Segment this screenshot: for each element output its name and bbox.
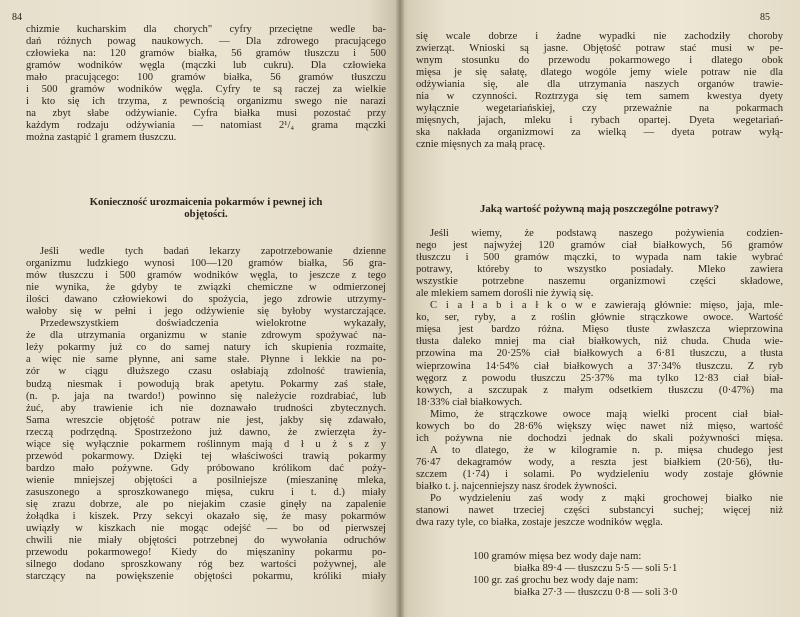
right-paragraph-2	[416, 228, 783, 529]
example-values: białka 27·3 — tłuszczu 0·8 — soli 3·0	[514, 587, 678, 599]
text-line: wnym stosunku do przewodu pokarmowego i dlatego obok	[416, 55, 783, 67]
text-line: mięsnych, jajach, mleku i rybach opartej. Dyeta wegetariań-	[416, 115, 783, 127]
text-line: Mimo, że strączkowe owoce mają wielki procent ciał biał-	[430, 408, 783, 420]
text-line: gramów wodników węgla (mączki lub cukru). Dla człowieka	[26, 60, 386, 72]
text-line: każdym rodzaju odżywiania — natomiast 2¹/₄ grama mączki	[26, 120, 386, 132]
example-values: białka 89·4 — tłuszczu 5·5 — soli 5·1	[514, 563, 678, 575]
heading-line: Jaką wartość pożywną mają poszczególne potrawy?	[479, 203, 719, 215]
text-line: przowina ma 20·25% ciał białkowych a 6·81 tłuszczu, a tłusta	[416, 348, 783, 360]
text-line: tłusta daleko mniej ma ciał białkowych, niż chuda. Chuda wie-	[416, 336, 783, 348]
text-line: stanowi nawet trzeciej części substancyi suchej; więcej niż	[416, 505, 783, 517]
text-line: wałoby się w pełni i jego odżywienie się byłoby wystarczające.	[26, 306, 386, 318]
text-line: dwa razy tyle, co białka, zostaje jeszcze wodników węgla.	[416, 517, 663, 529]
text-line: tłuszczu i 500 gramów mączki, to wypada nam takie wybrać	[416, 252, 783, 264]
text-line: 18·33% ciał białkowych.	[416, 396, 523, 408]
text-line: Przedewszystkiem doświadczenia wielokrotne wykazały,	[40, 318, 386, 330]
text-line: wiące się wyłącznie pokarmem roślinnym mają d ł u ż s z y	[26, 438, 386, 450]
text-line: mów tłuszczu i 500 gramów wodników węgla, to jeszcze z tego	[26, 270, 386, 282]
text-line: cznie mięsnych za małą pracę.	[416, 139, 546, 151]
text-line: a więc nie same płynne, ani same stałe. Płynne i lekkie na po-	[26, 354, 386, 366]
text-line: białko t. j. najcenniejszy nasz środek żywności.	[416, 480, 617, 492]
text-line: nia w czynności. Roztrzyga się tem samem kwestya dyety	[416, 91, 783, 103]
text-line: ich pożywna nie dochodzi jednak do skali pożywności mięsa.	[416, 432, 783, 444]
text-line: starczący na powiększenie objętości pokarmu, króliki miały	[26, 571, 386, 583]
text-line: mało pracującego: 100 gramów białka, 56 gramów tłuszczu	[26, 72, 386, 84]
text-line: dań różnych powag naukowych. — Dla zdrowego pracującego	[26, 36, 386, 48]
heading-line: objętości.	[184, 208, 228, 221]
text-line: kowych, a szczupak z małym odsetkiem tłuszczu (0·47%) ma	[416, 384, 783, 396]
text-line: szczem (1·74) i solami. Po wydzieleniu wody zostaje głównie	[416, 468, 783, 480]
text-line: zór w ciągu dłuższego czasu osłabiają zdolność trawienia,	[26, 366, 386, 378]
text-line: kowych bo do 28·6% większy więc nawet niż mięso, wartość	[416, 420, 783, 432]
text-line: potrawy, któreby to wszystko posiadały. Mleko zawiera	[416, 264, 783, 276]
text-line: wienie mniejszej objętości a posilniejsze (mieszaninę mleka,	[26, 474, 386, 486]
text-line: wszystkie potrzebne naszemu organizmowi części składowe,	[416, 276, 783, 288]
text-line: ko, ser, ryby, a z roślin głównie strączkowe owoce. Wartość	[416, 312, 783, 324]
page-number-left: 84	[12, 12, 22, 23]
left-paragraph-1	[26, 24, 386, 144]
text-line: mięsa je się sałatę, dlatego wogóle jemy wiele potraw nie dla	[416, 67, 783, 79]
text-line: uwiązły w kiszkach nie mogąc odejść — bo od pierwszej	[26, 523, 386, 535]
text-line: odżywiania się, ale dla utrzymania naszych organów trawie-	[416, 79, 783, 91]
text-line: wieprzowina 14·54% ciał białkowych a 37·34% tłuszczu. Z ryb	[416, 360, 783, 372]
text-line: ilości dawano człowiekowi do spożycia, jego zdrowie utrzymy-	[26, 294, 386, 306]
text-line: węgorz z powodu tłuszczu 25·37% ma tylko 12·83 ciał biał-	[416, 372, 783, 384]
text-line: organizmu ludzkiego wynosi 100—120 gramów białka, 56 gra-	[26, 258, 386, 270]
text-line: bardzo mało pożywne. Gdy próbowano królikom dać poży-	[26, 462, 386, 474]
text-line: nie wynika, że gdyby te związki chemiczne w odmierzonej	[26, 282, 386, 294]
text-line: że dla utrzymania organizmu w stanie zdrowym spożywać na-	[26, 330, 386, 342]
text-line: (n. p. jaja na twardo!) powinno się należycie rozdrabiać, lub	[26, 390, 386, 402]
text-line: A to dlatego, że w kilogramie n. p. mięsa chudego jest	[430, 444, 783, 456]
example-line: 100 gr. zaś grochu bez wody daje nam:	[473, 575, 639, 587]
text-line: chwili nie miały objętości potrzebnej do wywołania odruchów	[26, 535, 386, 547]
text-line: na zbyt słabe odżywianie. Cyfra białka musi pozostać przy	[26, 108, 386, 120]
text-line: budzą niesmak i powodują brak apetytu. Pokarmy zaś stałe,	[26, 378, 386, 390]
text-line: leży pokarmy już co do samej natury ich skupienia rozmaite,	[26, 342, 386, 354]
section-heading-right	[416, 203, 783, 215]
heading-line: Konieczność urozmaicenia pokarmów i pewnej ich	[89, 196, 323, 208]
example-line: 100 gramów mięsa bez wody daje nam:	[473, 551, 642, 562]
section-heading-left	[26, 196, 386, 220]
text-line: można zastąpić 1 gramem tłuszczu.	[26, 132, 177, 144]
left-page	[0, 0, 397, 617]
text-line: żołądka i kiszek. Przy sekcyi okazało się, że masy pokarmów	[26, 511, 386, 523]
text-line: silnego dodano sproszkowany róg bez wartości pożywnej, ale	[26, 559, 386, 571]
text-line: żuć, aby trawienie ich nie doznawało trudności zbytecznych.	[26, 402, 386, 414]
text-line: Jeśli wiemy, że podstawą naszego pożywienia codzien-	[430, 228, 783, 239]
composition-examples	[416, 551, 783, 599]
text-line: i kto się ich trzyma, z pewnością organizmu swego nie narazi	[26, 96, 386, 108]
text-line: C i a ł a b i a ł k o w e zawierają głównie: mięso, jaja, mle-	[430, 300, 783, 312]
text-line: Po wydzieleniu zaś wody z mąki grochowej białko nie	[430, 493, 783, 505]
text-line: i 500 gramów wodników węgla. Cyfry te są raczej za wielkie	[26, 84, 386, 96]
text-line: Sama wreszcie objętość potraw nie jest, jakby się zdawało,	[26, 414, 386, 426]
text-line: przewodu pokarmowego! Kiedy do mięszaniny pokarmu po-	[26, 547, 386, 559]
text-line: mięsa jest bardzo różna. Mięso tłuste zwłaszcza wieprzowina	[416, 324, 783, 336]
text-line: przewód pokarmowy. Dzięki tej właściwości trawią pokarmy	[26, 450, 386, 462]
left-paragraph-2	[26, 246, 386, 583]
text-line: wyłącznie wegetariańskiej, czy przeważnie na pokarmach	[416, 103, 783, 115]
text-line: człowieka na: 120 gramów białka, 56 gramów tłuszczu i 500	[26, 48, 386, 60]
right-paragraph-1	[416, 31, 783, 151]
text-line: chizmie kucharskim dla chorych" cyfry przeciętne wedle ba-	[26, 24, 386, 35]
text-line: ska nakłada organizmowi za wielką — dyeta potraw wyłą-	[416, 127, 783, 139]
text-line: zwierząt. Wnioski są jasne. Objętość potraw stać musi w pe-	[416, 43, 783, 55]
text-line: rzeczą podrzędną. Spostrzeżono już dawno, że zwierzęta ży-	[26, 426, 386, 438]
text-line: 76·47 dekagramów wody, a reszta jest białkiem (20·56), tłu-	[416, 456, 783, 468]
text-line: zasuszonego a sproszkowanego mięsa, cukru i t. d.) miały	[26, 486, 386, 498]
text-line: się zrazu dobrze, ale po niejakim czasie ginęły na zapalenie	[26, 498, 386, 510]
text-line: nego jest najwyżej 120 gramów ciał białkowych, 56 gramów	[416, 240, 783, 252]
text-line: ale mlekiem samem dorośli nie żywią się.	[416, 288, 594, 300]
right-page	[403, 0, 800, 617]
text-line: Jeśli wedle tych badań lekarzy zapotrzebowanie dzienne	[40, 246, 386, 257]
text-line: się wcale dobrze i żadne wypadki nie zachodziły choroby	[416, 31, 783, 42]
page-number-right: 85	[760, 12, 770, 23]
